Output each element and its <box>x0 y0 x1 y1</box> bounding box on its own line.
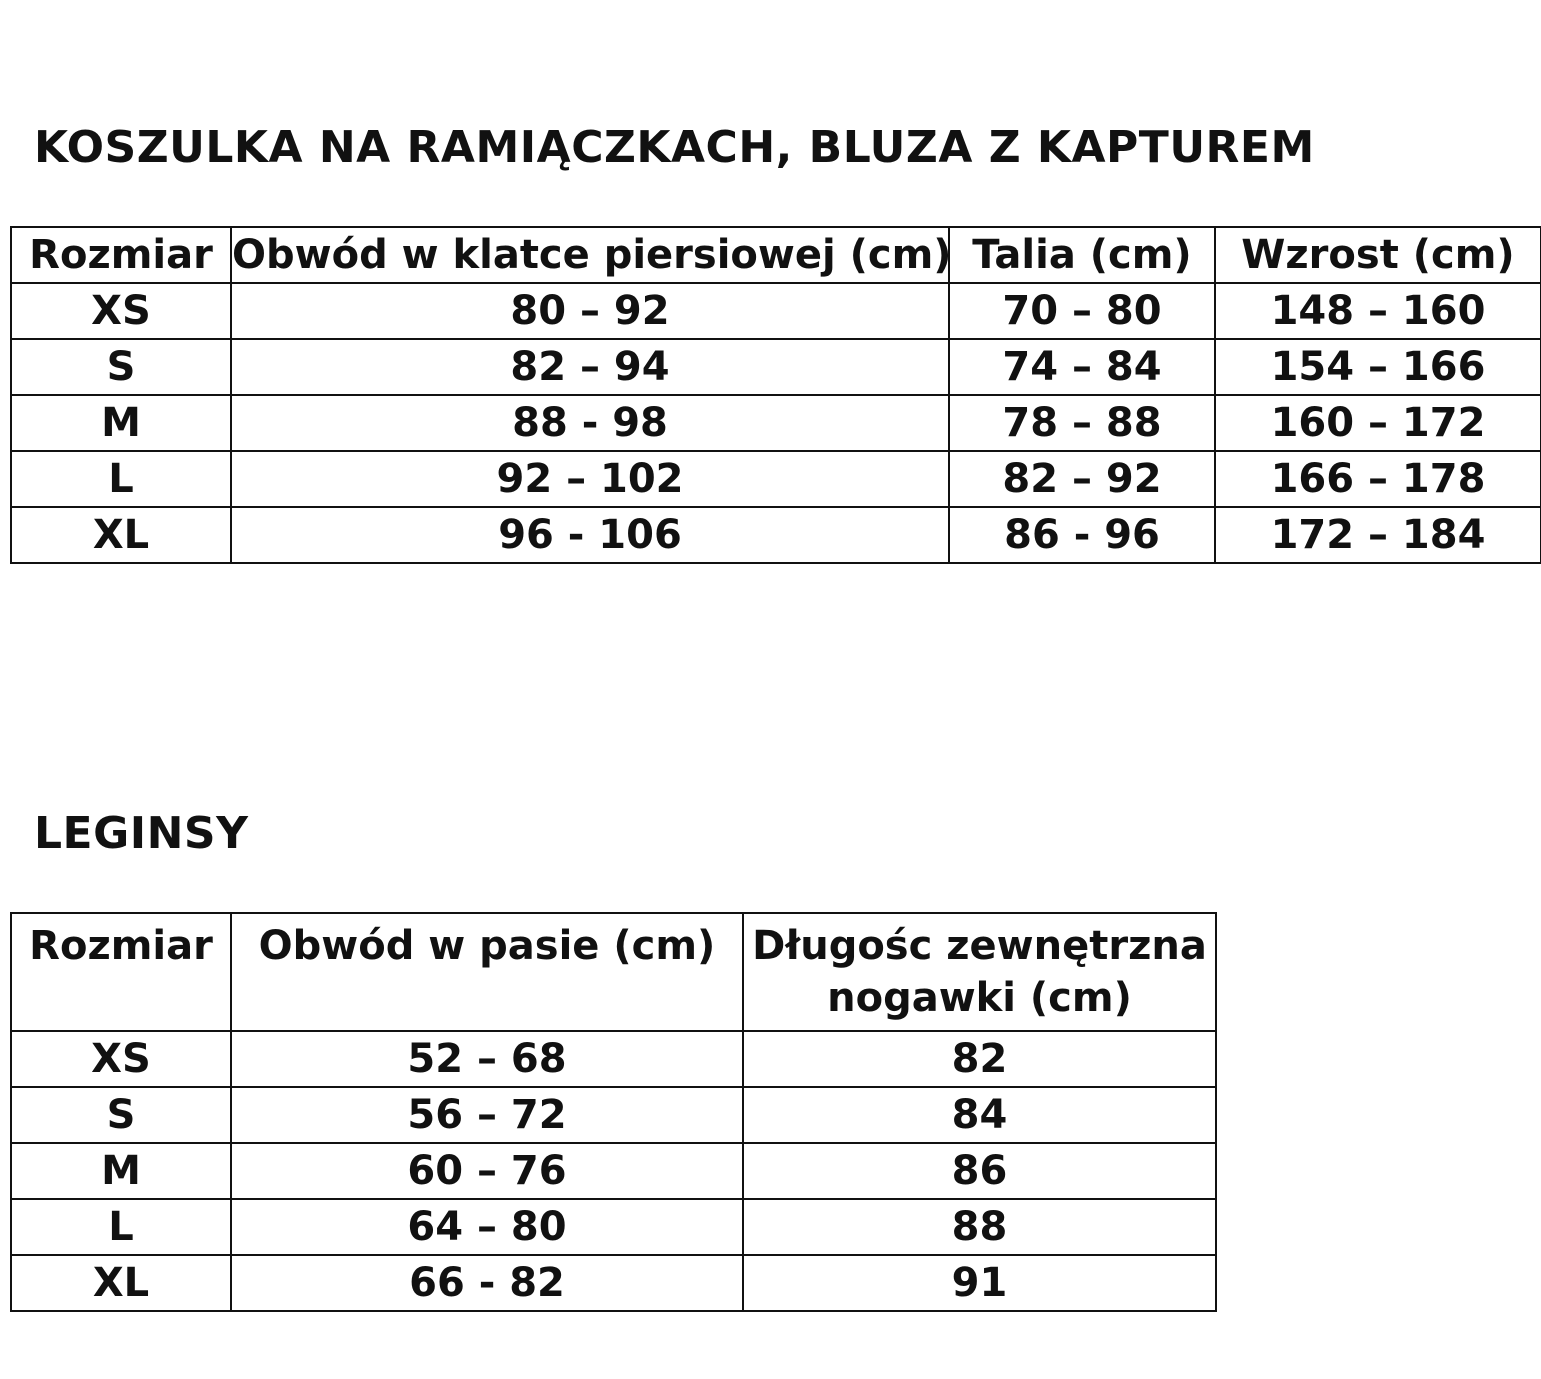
waist-cell: 74 – 84 <box>949 339 1215 395</box>
waist-cell: 70 – 80 <box>949 283 1215 339</box>
size-cell: XL <box>11 507 231 563</box>
size-cell: S <box>11 339 231 395</box>
table-row <box>11 1199 1216 1255</box>
size-table-leggings <box>10 912 1217 1312</box>
size-cell: XS <box>11 283 231 339</box>
height-cell: 160 – 172 <box>1215 395 1541 451</box>
chest-cell: 82 – 94 <box>231 339 949 395</box>
table-header-row <box>11 913 1216 1031</box>
leg-length-cell: 91 <box>743 1255 1216 1311</box>
waist-cell: 64 – 80 <box>231 1199 743 1255</box>
waist-cell: 66 - 82 <box>231 1255 743 1311</box>
column-header-size: Rozmiar <box>11 227 231 283</box>
waist-cell: 78 – 88 <box>949 395 1215 451</box>
leg-length-cell: 86 <box>743 1143 1216 1199</box>
table-row <box>11 1087 1216 1143</box>
column-header-chest: Obwód w klatce piersiowej (cm) <box>231 227 949 283</box>
size-cell: L <box>11 451 231 507</box>
section-title-tops: KOSZULKA NA RAMIĄCZKACH, BLUZA Z KAPTUREM <box>34 122 1315 173</box>
leg-length-cell: 84 <box>743 1087 1216 1143</box>
column-header-waist: Talia (cm) <box>949 227 1215 283</box>
section-title-leggings: LEGINSY <box>34 808 249 859</box>
waist-cell: 60 – 76 <box>231 1143 743 1199</box>
column-header-height: Wzrost (cm) <box>1215 227 1541 283</box>
table-row <box>11 507 1541 563</box>
leg-length-cell: 88 <box>743 1199 1216 1255</box>
column-header-outer-leg-length: Długośc zewnętrzna nogawki (cm) <box>743 913 1216 1031</box>
chest-cell: 80 – 92 <box>231 283 949 339</box>
waist-cell: 56 – 72 <box>231 1087 743 1143</box>
table-row <box>11 395 1541 451</box>
size-cell: M <box>11 395 231 451</box>
size-table-tops <box>10 226 1541 564</box>
column-header-size: Rozmiar <box>11 913 231 1031</box>
chest-cell: 96 - 106 <box>231 507 949 563</box>
size-cell: S <box>11 1087 231 1143</box>
height-cell: 166 – 178 <box>1215 451 1541 507</box>
leg-length-cell: 82 <box>743 1031 1216 1087</box>
size-cell: XS <box>11 1031 231 1087</box>
waist-cell: 86 - 96 <box>949 507 1215 563</box>
table-row <box>11 1031 1216 1087</box>
chest-cell: 88 - 98 <box>231 395 949 451</box>
column-header-waist: Obwód w pasie (cm) <box>231 913 743 1031</box>
table-row <box>11 283 1541 339</box>
table-header-row <box>11 227 1541 283</box>
table-row <box>11 451 1541 507</box>
height-cell: 154 – 166 <box>1215 339 1541 395</box>
size-cell: L <box>11 1199 231 1255</box>
table-row <box>11 1255 1216 1311</box>
height-cell: 148 – 160 <box>1215 283 1541 339</box>
size-cell: M <box>11 1143 231 1199</box>
height-cell: 172 – 184 <box>1215 507 1541 563</box>
size-cell: XL <box>11 1255 231 1311</box>
waist-cell: 82 – 92 <box>949 451 1215 507</box>
waist-cell: 52 – 68 <box>231 1031 743 1087</box>
chest-cell: 92 – 102 <box>231 451 949 507</box>
table-row <box>11 339 1541 395</box>
table-row <box>11 1143 1216 1199</box>
